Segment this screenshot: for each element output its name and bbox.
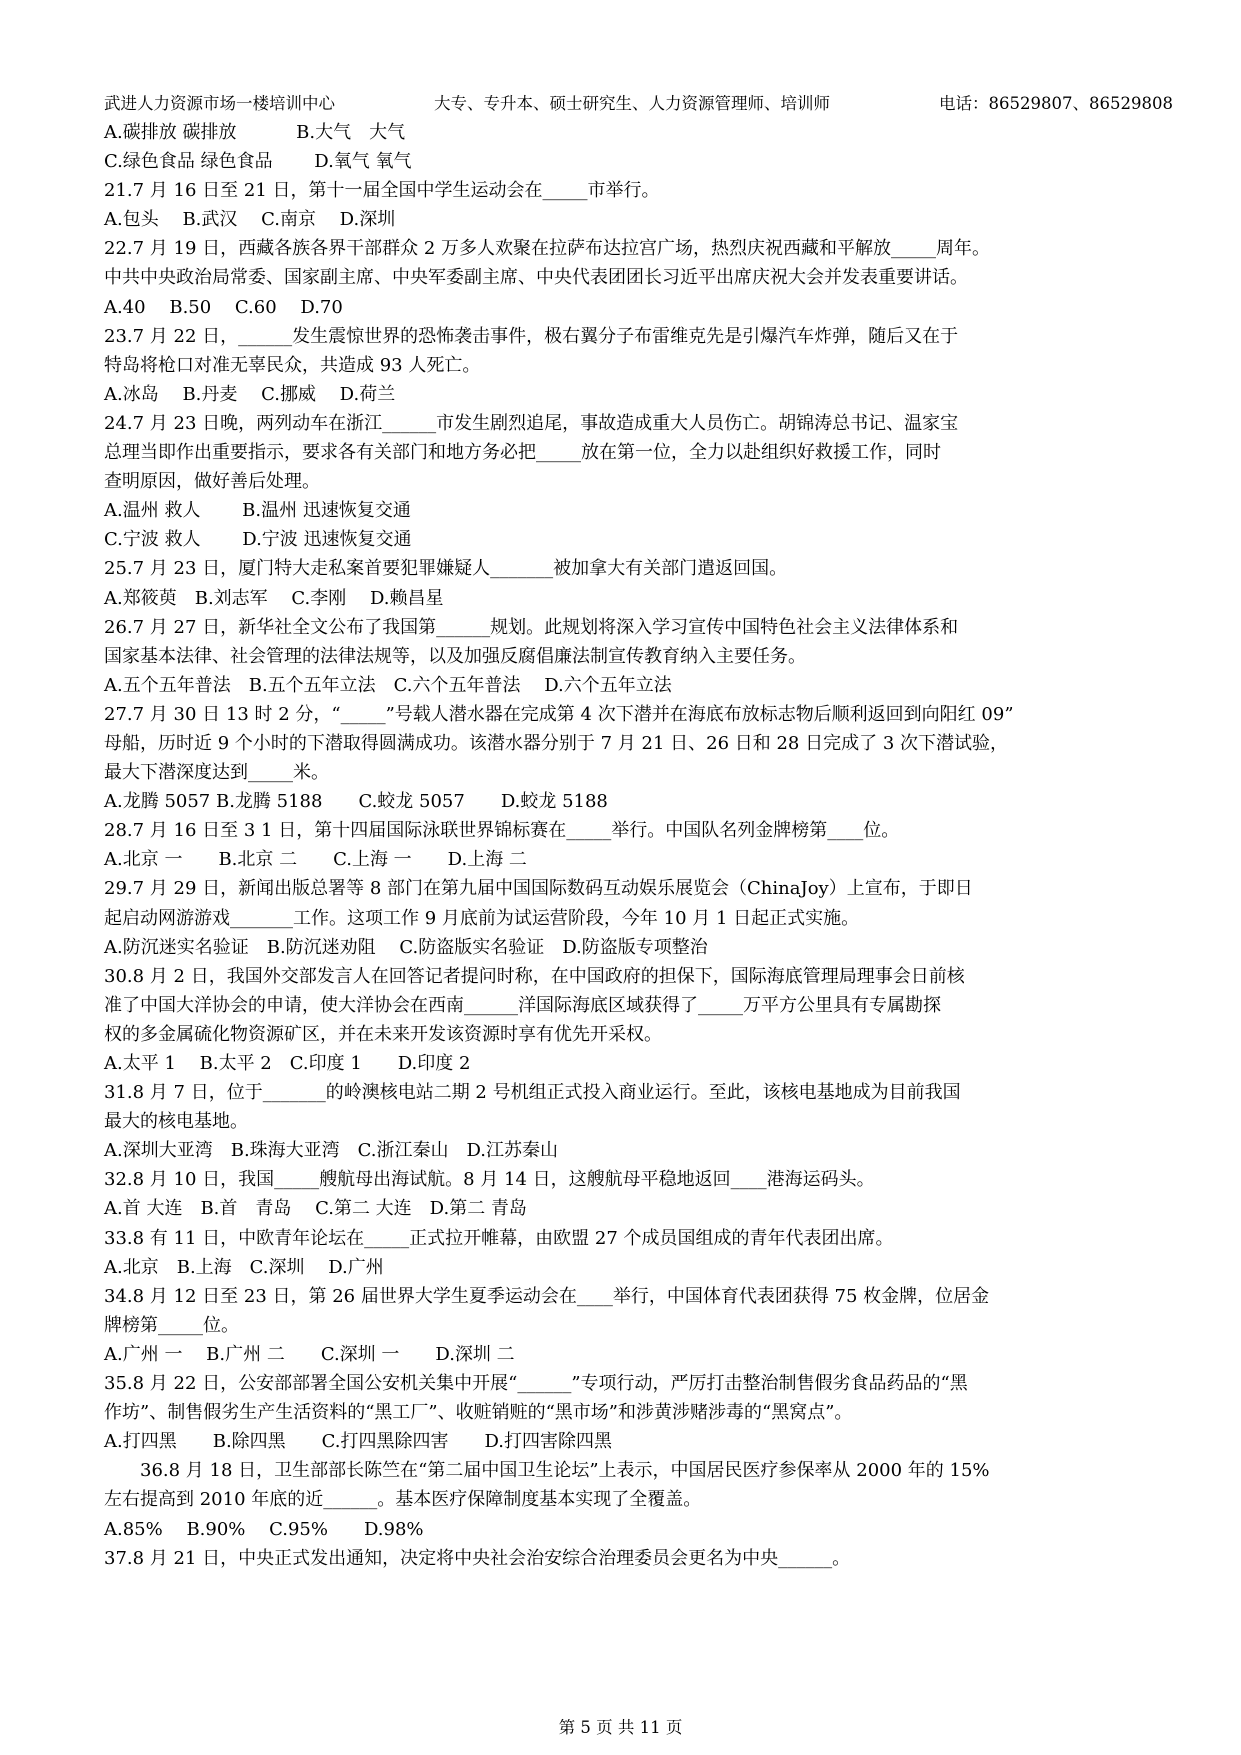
text-line: 37.8 月 21 日，中央正式发出通知，决定将中央社会治安综合治理委员会更名为中央______。 <box>104 1547 851 1569</box>
text-line: 最大下潜深度达到_____米。 <box>104 762 329 784</box>
text-line: A.防沉迷实名验证 B.防沉迷劝阻 C.防盗版实名验证 D.防盗版专项整治 <box>104 936 708 958</box>
text-line: 28.7 月 16 日至 3 1 日，第十四届国际泳联世界锦标赛在_____举行。中国队名列金牌榜第____位。 <box>104 820 900 842</box>
text-line: 27.7 月 30 日 13 时 2 分，“_____”号载人潜水器在完成第 4 次下潜并在海底布放标志物后顺利返回到向阳红 09” <box>104 703 1014 725</box>
text-line: 31.8 月 7 日，位于_______的岭澳核电站二期 2 号机组正式投入商业运行。至此，该核电基地成为目前我国 <box>104 1082 961 1104</box>
text-line: A.五个五年普法 B.五个五年立法 C.六个五年普法 D.六个五年立法 <box>104 674 672 696</box>
text-line: 32.8 月 10 日，我国_____艘航母出海试航。8 月 14 日，这艘航母平稳地返回____港海运码头。 <box>104 1169 875 1191</box>
text-line: A.龙腾 5057 B.龙腾 5188 C.蛟龙 5057 D.蛟龙 5188 <box>104 791 608 813</box>
text-line: 起启动网游游戏_______工作。这项工作 9 月底前为试运营阶段，今年 10 月 1 日起正式实施。 <box>104 907 860 929</box>
text-line: 36.8 月 18 日，卫生部部长陈竺在“第二届中国卫生论坛”上表示，中国居民医疗参保率从 2000 年的 15% <box>104 1460 990 1482</box>
text-line: 母船，历时近 9 个小时的下潜取得圆满成功。该潜水器分别于 7 月 21 日、26 日和 28 日完成了 3 次下潜试验， <box>104 732 1009 754</box>
text-line: A.85% B.90% C.95% D.98% <box>104 1518 424 1540</box>
text-line: 35.8 月 22 日，公安部部署全国公安机关集中开展“______”专项行动，严厉打击整治制售假劣食品药品的“黑 <box>104 1373 968 1395</box>
text-line: 准了中国大洋协会的申请，使大洋协会在西南______洋国际海底区域获得了_____万平方公里具有专属勘探 <box>104 994 941 1016</box>
text-line: 左右提高到 2010 年底的近______。基本医疗保障制度基本实现了全覆盖。 <box>104 1489 702 1511</box>
text-line: 牌榜第_____位。 <box>104 1314 239 1336</box>
text-line: 中共中央政治局常委、国家副主席、中央军委副主席、中央代表团团长习近平出席庆祝大会并发表重要讲话。 <box>104 267 968 289</box>
text-line: A.深圳大亚湾 B.珠海大亚湾 C.浙江秦山 D.江苏秦山 <box>104 1140 559 1162</box>
text-line: A.广州 一 B.广州 二 C.深圳 一 D.深圳 二 <box>104 1343 515 1365</box>
text-line: 21.7 月 16 日至 21 日，第十一届全国中学生运动会在_____市举行。 <box>104 180 660 202</box>
course-list: 大专、专升本、硕士研究生、人力资源管理师、培训师 <box>434 94 830 113</box>
text-line: 25.7 月 23 日，厦门特大走私案首要犯罪嫌疑人_______被加拿大有关部门遣返回国。 <box>104 558 788 580</box>
text-line: 34.8 月 12 日至 23 日，第 26 届世界大学生夏季运动会在____举行，中国体育代表团获得 75 枚金牌，位居金 <box>104 1285 990 1307</box>
text-line: A.太平 1 B.太平 2 C.印度 1 D.印度 2 <box>104 1053 471 1074</box>
text-line: A.包头 B.武汉 C.南京 D.深圳 <box>104 209 396 231</box>
text-line: A.冰岛 B.丹麦 C.挪威 D.荷兰 <box>104 383 396 405</box>
text-line: 国家基本法律、社会管理的法律法规等，以及加强反腐倡廉法制宣传教育纳入主要任务。 <box>104 645 806 667</box>
contact-phone: 电话：86529807、86529808 <box>939 94 1173 113</box>
text-line: C.宁波 救人 D.宁波 迅速恢复交通 <box>104 529 412 551</box>
text-line: 查明原因，做好善后处理。 <box>104 471 320 493</box>
training-center-name: 武进人力资源市场一楼培训中心 <box>104 94 335 113</box>
text-line: 权的多金属硫化物资源矿区，并在未来开发该资源时享有优先开采权。 <box>104 1023 662 1045</box>
text-line: 总理当即作出重要指示，要求各有关部门和地方务必把_____放在第一位，全力以赴组织好救援工作，同时 <box>104 442 941 464</box>
text-line: 23.7 月 22 日，______发生震惊世界的恐怖袭击事件，极右翼分子布雷维克先是引爆汽车炸弹，随后又在于 <box>104 325 959 347</box>
page-footer <box>0 1714 1241 1738</box>
text-line: A.碳排放 碳排放 B.大气 大气 <box>104 122 406 143</box>
page-number: 第 5 页 共 11 页 <box>558 1718 683 1737</box>
text-line: A.首 大连 B.首 青岛 C.第二 大连 D.第二 青岛 <box>104 1198 527 1220</box>
text-line: A.温州 救人 B.温州 迅速恢复交通 <box>104 500 411 522</box>
text-line: 特岛将枪口对准无辜民众，共造成 93 人死亡。 <box>104 354 481 376</box>
question-content <box>104 118 1164 1573</box>
text-line: 26.7 月 27 日，新华社全文公布了我国第______规划。此规划将深入学习宣传中国特色社会主义法律体系和 <box>104 616 959 638</box>
text-line: 33.8 有 11 日，中欧青年论坛在_____正式拉开帷幕，由欧盟 27 个成员国组成的青年代表团出席。 <box>104 1227 894 1249</box>
text-line: A.北京 一 B.北京 二 C.上海 一 D.上海 二 <box>104 849 527 871</box>
text-line: A.打四黑 B.除四黑 C.打四黑除四害 D.打四害除四黑 <box>104 1431 613 1453</box>
text-line: C.绿色食品 绿色食品 D.氧气 氧气 <box>104 151 412 173</box>
text-line: A.郑筱萸 B.刘志军 C.李刚 D.赖昌星 <box>104 587 444 609</box>
text-line: 最大的核电基地。 <box>104 1111 248 1133</box>
text-line: 30.8 月 2 日，我国外交部发言人在回答记者提问时称，在中国政府的担保下，国际海底管理局理事会日前核 <box>104 965 965 987</box>
text-line: 29.7 月 29 日，新闻出版总署等 8 部门在第九届中国国际数码互动娱乐展览会（ChinaJoy）上宣布，于即日 <box>104 878 973 900</box>
text-line: 作坊”、制售假劣生产生活资料的“黑工厂”、收赃销赃的“黑市场”和涉黄涉赌涉毒的“黑窝点”。 <box>104 1402 853 1424</box>
text-line: A.北京 B.上海 C.深圳 D.广州 <box>104 1256 384 1278</box>
text-line: 22.7 月 19 日，西藏各族各界干部群众 2 万多人欢聚在拉萨布达拉宫广场，热烈庆祝西藏和平解放_____周年。 <box>104 238 991 260</box>
text-line: 24.7 月 23 日晚，两列动车在浙江______市发生剧烈追尾，事故造成重大人员伤亡。胡锦涛总书记、温家宝 <box>104 412 959 434</box>
text-line: A.40 B.50 C.60 D.70 <box>104 296 343 318</box>
